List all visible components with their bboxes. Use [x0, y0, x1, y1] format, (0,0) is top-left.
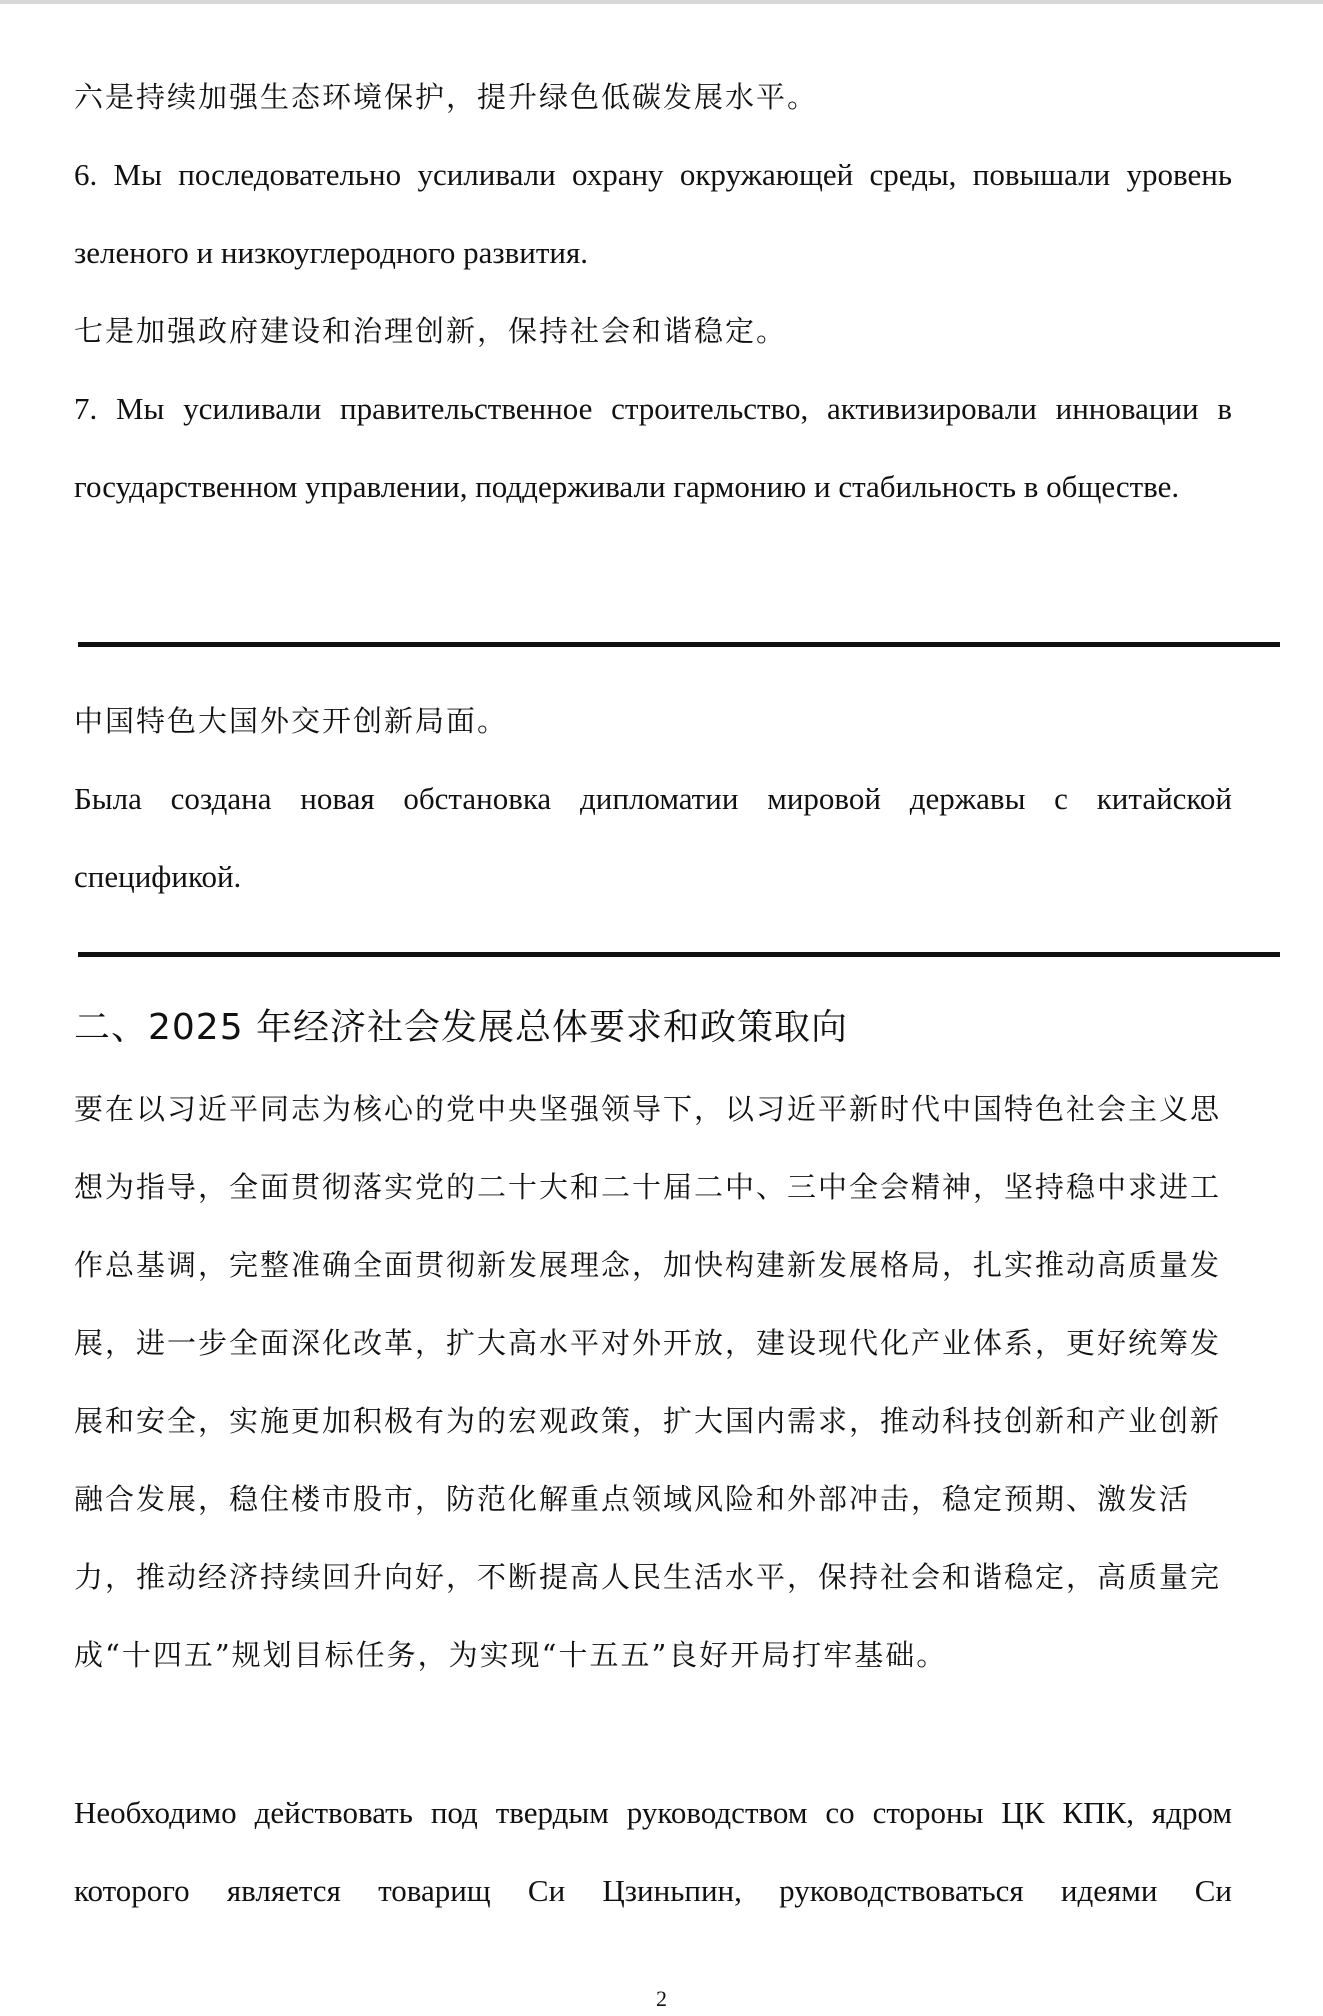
section-heading: 二、2025 年经济社会发展总体要求和政策取向 [74, 1007, 849, 1048]
policy-body-russian: Необходимо действовать под твердым руководством со стороны ЦК КПК, ядром которого является товарищ Си Цзиньпин, руководствоваться идеями Си [74, 1795, 1232, 1908]
item7-russian: 7. Мы усиливали правительственное строительство, активизировали инновации в государственном управлении, поддерживали гармонию и стабильность в обществе. [74, 391, 1232, 504]
section-divider [78, 642, 1280, 647]
item6-russian: 6. Мы последовательно усиливали охрану окружающей среды, повышали уровень зеленого и низкоуглеродного развития. [74, 157, 1232, 270]
item7-chinese: 七是加强政府建设和治理创新，保持社会和谐稳定。 [74, 314, 788, 348]
diplomacy-chinese: 中国特色大国外交开创新局面。 [74, 704, 509, 738]
section-divider [78, 952, 1280, 957]
item6-chinese: 六是持续加强生态环境保护，提升绿色低碳发展水平。 [74, 80, 819, 114]
top-edge-line [0, 0, 1323, 4]
policy-body-chinese: 要在以习近平同志为核心的党中央坚强领导下，以习近平新时代中国特色社会主义思想为指导，全面贯彻落实党的二十大和二十届二中、三中全会精神，坚持稳中求进工作总基调，完整准确全面贯彻新发展理念，加快构建新发展格局，扎实推动高质量发展，进一步全面深化改革，扩大高水平对外开放，建设现代化产业体系，更好统筹发展和安全，实施更加积极有为的宏观政策，扩大国内需求，推动科技创新和产业创新融合发展，稳住楼市股市，防范化解重点领域风险和外部冲击，稳定预期、激发活力，推动经济持续回升向好，不断提高人民生活水平，保持社会和谐稳定，高质量完成“十四五”规划目标任务，为实现“十五五”良好开局打牢基础。 [74, 1092, 1222, 1672]
diplomacy-russian: Была создана новая обстановка дипломатии мировой державы с китайской спецификой. [74, 781, 1232, 894]
page-number: 2 [656, 1986, 667, 2011]
